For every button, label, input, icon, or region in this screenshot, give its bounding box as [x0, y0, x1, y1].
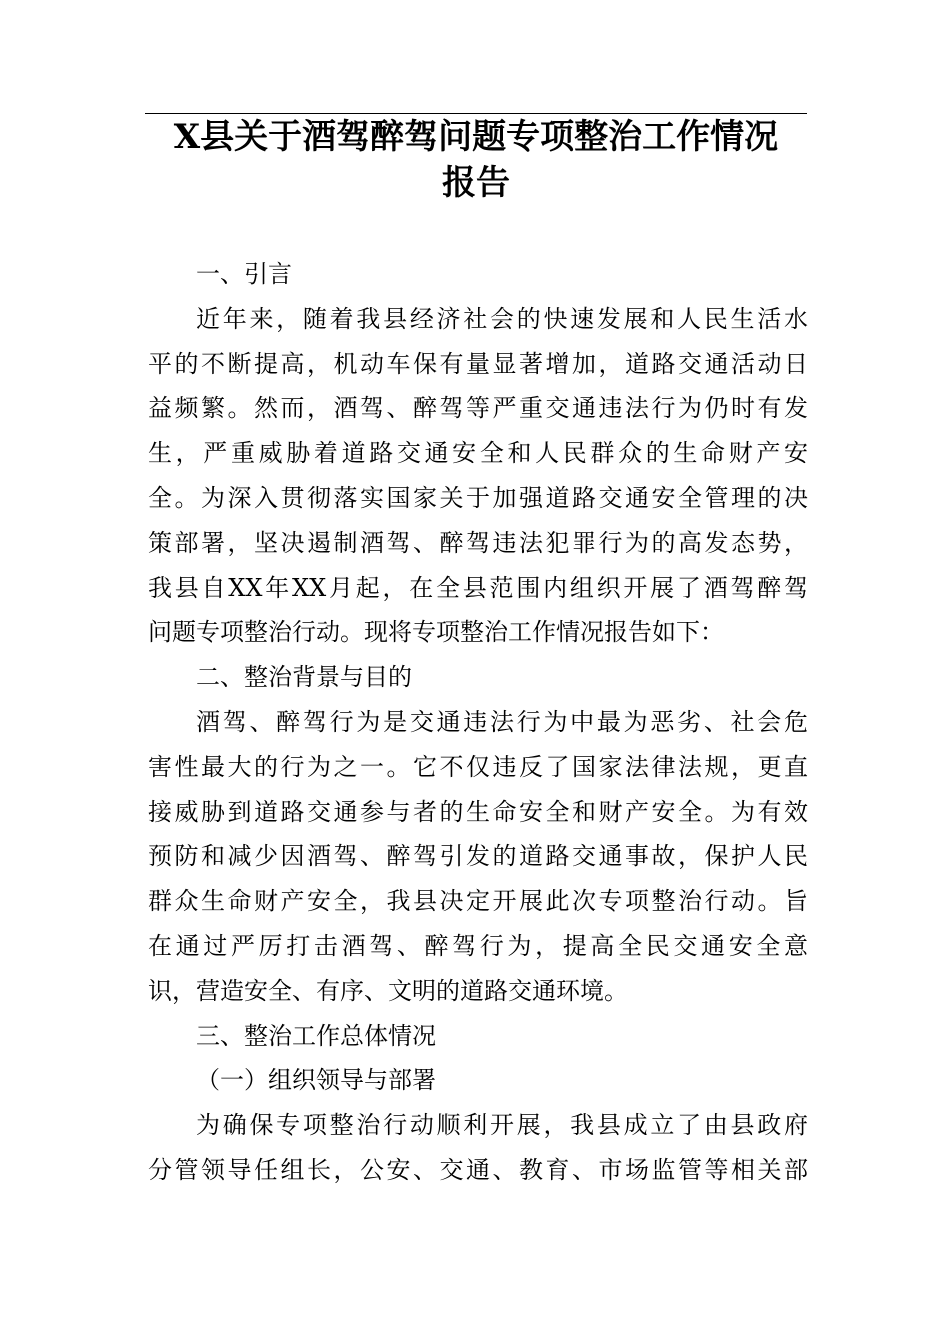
- paragraph-line: 接威胁到道路交通参与者的生命安全和财产安全。为有效: [148, 797, 808, 826]
- paragraph-line: 害性最大的行为之一。它不仅违反了国家法律法规，更直: [148, 752, 808, 781]
- title-line-1: X县关于酒驾醉驾问题专项整治工作情况: [173, 117, 779, 157]
- section-paragraph-background: [148, 700, 808, 1014]
- paragraph-line: 识，营造安全、有序、文明的道路交通环境。: [148, 976, 628, 1005]
- paragraph-line: 策部署，坚决遏制酒驾、醉驾违法犯罪行为的高发态势，: [148, 528, 808, 557]
- paragraph-line: 我县自XX年XX月起，在全县范围内组织开展了酒驾醉驾: [148, 573, 808, 602]
- subsection-heading-organization: （一）组织领导与部署: [196, 1066, 436, 1095]
- paragraph-line: 预防和减少因酒驾、醉驾引发的道路交通事故，保护人民: [148, 842, 808, 871]
- document-body: [148, 252, 808, 1193]
- title-line-2: 报告: [442, 163, 510, 203]
- paragraph-line: 平的不断提高，机动车保有量显著增加，道路交通活动日: [148, 349, 808, 378]
- section-heading-introduction: 一、引言: [196, 260, 292, 288]
- paragraph-line: 全。为深入贯彻落实国家关于加强道路交通安全管理的决: [148, 483, 808, 512]
- paragraph-line: 问题专项整治行动。现将专项整治工作情况报告如下：: [148, 618, 724, 647]
- section-paragraph-introduction: [148, 297, 808, 655]
- section-paragraph-organization: [148, 1103, 808, 1193]
- section-heading-overall: 三、整治工作总体情况: [196, 1021, 436, 1050]
- paragraph-line: 分管领导任组长，公安、交通、教育、市场监管等相关部: [148, 1155, 808, 1184]
- document-title: [145, 114, 807, 206]
- section-heading-background: 二、整治背景与目的: [196, 663, 412, 692]
- paragraph-line: 群众生命财产安全，我县决定开展此次专项整治行动。旨: [148, 887, 808, 916]
- paragraph-line: 益频繁。然而，酒驾、醉驾等严重交通违法行为仍时有发: [148, 394, 808, 423]
- paragraph-line: 生，严重威胁着道路交通安全和人民群众的生命财产安: [148, 439, 808, 468]
- paragraph-line: 在通过严厉打击酒驾、醉驾行为，提高全民交通安全意: [148, 931, 808, 960]
- paragraph-line: 为确保专项整治行动顺利开展，我县成立了由县政府: [196, 1111, 808, 1140]
- paragraph-line: 酒驾、醉驾行为是交通违法行为中最为恶劣、社会危: [196, 707, 808, 736]
- paragraph-line: 近年来，随着我县经济社会的快速发展和人民生活水: [196, 304, 808, 333]
